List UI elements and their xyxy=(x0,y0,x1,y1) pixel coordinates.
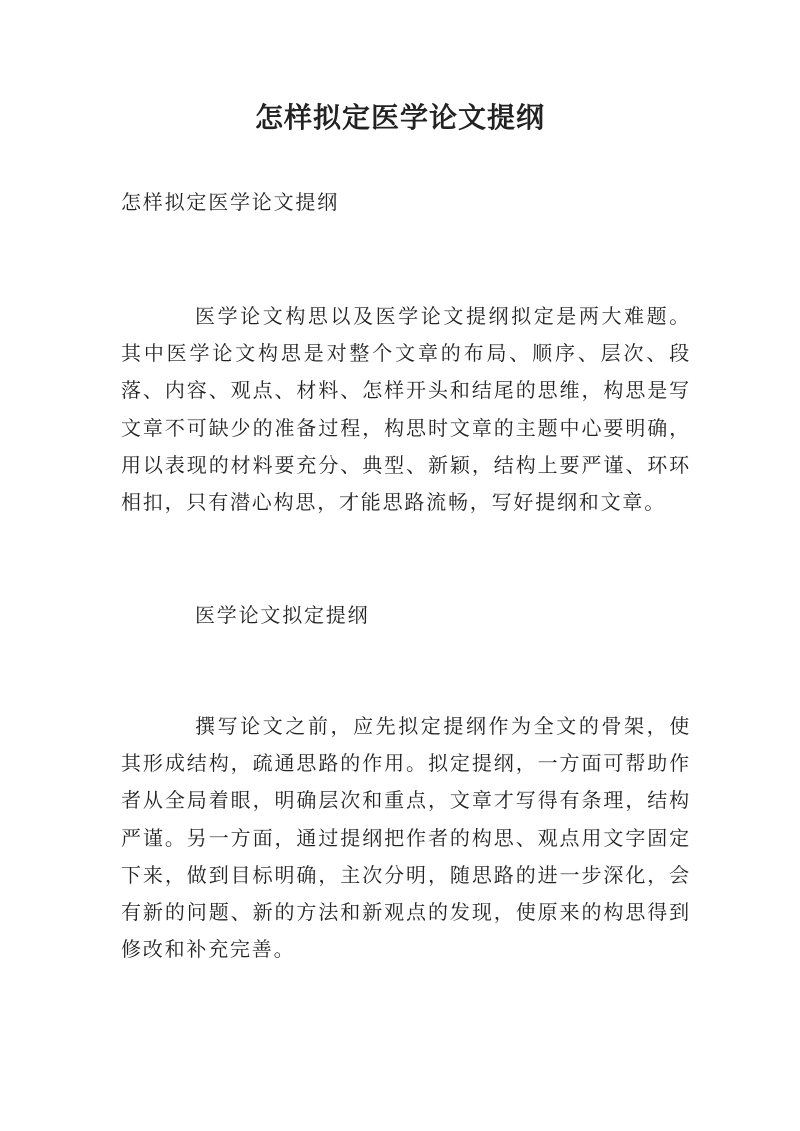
paragraph-intro: 医学论文构思以及医学论文提纲拟定是两大难题。其中医学论文构思是对整个文章的布局、顺序、层次、段落、内容、观点、材料、怎样开头和结尾的思维，构思是写文章不可缺少的准备过程，构思时文章的主题中心要明确，用以表现的材料要充分、典型、新颖，结构上要严谨、环环相扣，只有潜心构思，才能思路流畅，写好提纲和文章。 xyxy=(121,304,691,515)
document-subtitle: 怎样拟定医学论文提纲 xyxy=(121,190,339,214)
section-heading: 医学论文拟定提纲 xyxy=(195,603,370,627)
paragraph-outline: 撰写论文之前，应先拟定提纲作为全文的骨架，使其形成结构，疏通思路的作用。拟定提纲，一方面可帮助作者从全局着眼，明确层次和重点，文章才写得有条理，结构严谨。另一方面，通过提纲把作者的构思、观点用文字固定下来，做到目标明确，主次分明，随思路的进一步深化，会有新的问题、新的方法和新观点的发现，使原来的构思得到修改和补充完善。 xyxy=(121,714,691,962)
document-title: 怎样拟定医学论文提纲 xyxy=(254,101,545,134)
